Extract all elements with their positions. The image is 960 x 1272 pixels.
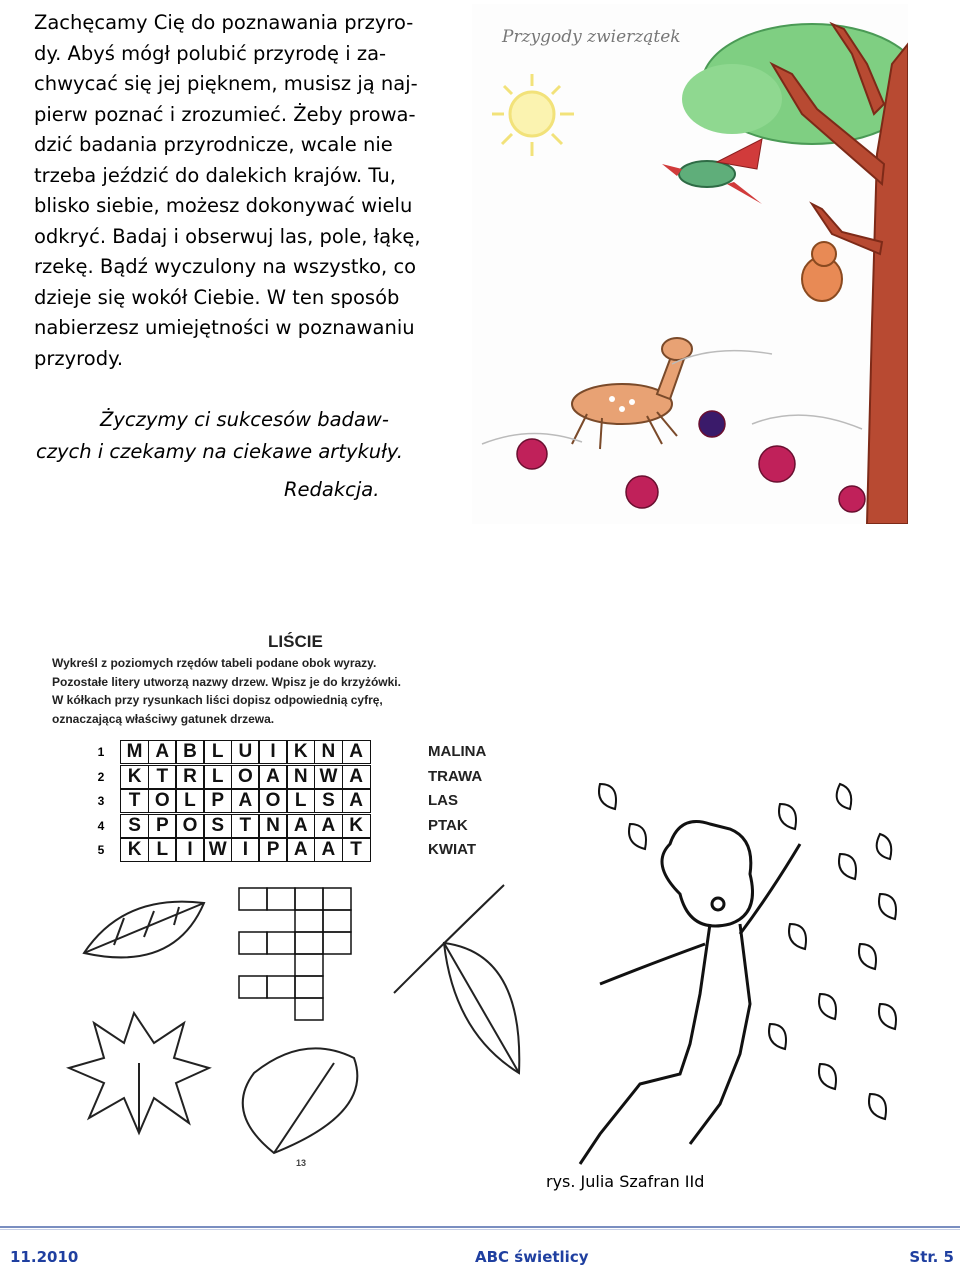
falling-leaves-icon: [599, 784, 896, 1119]
squirrel-icon: [802, 242, 842, 301]
grid-cell: R: [175, 765, 204, 789]
intro-line: przyrody.: [34, 346, 124, 370]
grid-cell: K: [120, 838, 149, 862]
page-footer: [0, 1244, 960, 1268]
grid-cell: A: [314, 838, 343, 862]
grid-cell: A: [148, 740, 177, 764]
grid-cell: N: [314, 740, 343, 764]
row-number: 5: [97, 843, 105, 857]
grid-cell: B: [175, 740, 204, 764]
grid-cell: N: [258, 814, 287, 838]
intro-line: blisko siebie, możesz dokonywać wielu: [34, 194, 413, 217]
grid-cell: A: [258, 765, 287, 789]
editorial-signature: Redakcja.: [284, 478, 380, 501]
intro-paragraph: [34, 8, 434, 374]
row-cells: [120, 740, 369, 763]
grid-cell: A: [342, 765, 371, 789]
grid-cell: P: [258, 838, 287, 862]
linden-leaf-icon: [243, 1048, 358, 1153]
grid-cell: S: [203, 814, 232, 838]
boy-figure-icon: [580, 822, 800, 1165]
instruction-line: Wykreśl z poziomych rzędów tabeli podane obok wyrazy.: [52, 656, 377, 670]
grid-cell: A: [342, 740, 371, 764]
grid-cell: A: [286, 814, 315, 838]
grid-cell: A: [314, 814, 343, 838]
bird-icon: [662, 139, 762, 204]
grid-cell: A: [342, 789, 371, 813]
intro-line: dzić badania przyrodnicze, wcale nie: [34, 133, 393, 156]
deer-icon: [572, 338, 692, 449]
puzzle-title: LIŚCIE: [268, 632, 323, 651]
row-cells: [120, 838, 369, 861]
grid-cell: L: [148, 838, 177, 862]
birch-leaf-icon: [84, 902, 204, 958]
grid-cell: M: [120, 740, 149, 764]
animals-drawing-illustration: [472, 4, 908, 524]
grid-cell: S: [120, 814, 149, 838]
instruction-line: oznaczającą właściwy gatunek drzewa.: [52, 711, 275, 726]
grid-cell: L: [175, 789, 204, 813]
intro-line: chwycać się jej pięknem, musisz ją naj-: [34, 72, 418, 95]
grid-cell: T: [342, 838, 371, 862]
drawing-caption: rys. Julia Szafran IId: [546, 1172, 705, 1191]
grid-cell: P: [148, 814, 177, 838]
grid-cell: N: [286, 765, 315, 789]
footer-date: 11.2010: [10, 1248, 79, 1266]
word-to-cross-out: TRAWA: [428, 767, 483, 785]
intro-line: pierw poznać i zrozumieć. Żeby prowa-: [34, 102, 416, 126]
grid-cell: A: [286, 838, 315, 862]
sun-icon: [492, 74, 574, 156]
instruction-line: W kółkach przy rysunkach liści dopisz odpowiednią cyfrę,: [52, 693, 383, 707]
grid-cell: T: [148, 765, 177, 789]
drawing-handwritten-title: Przygody zwierzątek: [502, 27, 681, 47]
row-number: 4: [97, 818, 105, 833]
grid-cell: T: [120, 789, 149, 813]
intro-line: dzieje się wokół Ciebie. W ten sposób: [34, 285, 400, 309]
grid-cell: U: [231, 740, 260, 764]
grid-cell: O: [231, 765, 260, 789]
row-cells: [120, 765, 369, 788]
wish-line-2: czych i czekamy na ciekawe artykuły.: [36, 440, 403, 463]
leaves-boy-illustration: [540, 744, 918, 1168]
word-to-cross-out: PTAK: [428, 816, 468, 834]
footer-rule-thin: [0, 1229, 960, 1230]
grid-cell: O: [258, 789, 287, 813]
instruction-line: Pozostałe litery utworzą nazwy drzew. Wpisz je do krzyżówki.: [52, 674, 401, 689]
grid-cell: P: [203, 789, 232, 813]
intro-line: rzekę. Bądź wyczulony na wszystko, co: [34, 255, 417, 278]
grid-cell: O: [175, 814, 204, 838]
maple-leaf-icon: [69, 1013, 209, 1133]
row-cells: [120, 789, 369, 812]
footer-magazine-title: ABC świetlicy: [475, 1248, 589, 1266]
footer-rule: [0, 1226, 960, 1228]
grid-cell: I: [258, 740, 287, 764]
intro-line: odkryć. Badaj i obserwuj las, pole, łąkę,: [34, 224, 421, 248]
intro-line: nabierzesz umiejętności w poznawaniu: [34, 316, 415, 339]
grid-cell: L: [203, 740, 232, 764]
grid-cell: A: [231, 789, 260, 813]
grid-cell: I: [175, 838, 204, 862]
wish-line-1: Życzymy ci sukcesów badaw-: [100, 408, 389, 431]
intro-line: dy. Abyś mógł polubić przyrodę i za-: [34, 41, 387, 65]
word-to-cross-out: LAS: [428, 792, 458, 809]
leaves-puzzle: [4, 598, 528, 1168]
puzzle-instructions: [52, 654, 522, 728]
footer-page-number: Str. 5: [909, 1248, 954, 1266]
flowers-icon: [517, 411, 865, 512]
row-cells: [120, 814, 369, 837]
grid-cell: S: [314, 789, 343, 813]
grid-cell: L: [286, 789, 315, 813]
row-number: 2: [97, 769, 105, 784]
grid-cell: K: [120, 765, 149, 789]
leaf-drawings: [64, 883, 534, 1163]
intro-line: trzeba jeździć do dalekich krajów. Tu,: [34, 163, 396, 187]
row-number: 1: [97, 745, 105, 759]
willow-leaf-icon: [394, 885, 504, 993]
grid-cell: W: [203, 838, 232, 862]
grid-cell: L: [203, 765, 232, 789]
word-to-cross-out: KWIAT: [428, 841, 477, 858]
intro-line: Zachęcamy Cię do poznawania przyro-: [34, 11, 414, 34]
animals-drawing: [472, 4, 908, 524]
grid-cell: K: [342, 814, 371, 838]
grid-cell: O: [148, 789, 177, 813]
grid-cell: I: [231, 838, 260, 862]
beech-leaf-icon: [444, 943, 519, 1073]
grid-cell: T: [231, 814, 260, 838]
puzzle-page-number: 13: [296, 1158, 307, 1168]
word-to-cross-out: MALINA: [428, 743, 487, 760]
grid-cell: K: [286, 740, 315, 764]
row-number: 3: [97, 794, 105, 808]
grid-cell: W: [314, 765, 343, 789]
leaves-boy-drawing: [540, 744, 918, 1168]
